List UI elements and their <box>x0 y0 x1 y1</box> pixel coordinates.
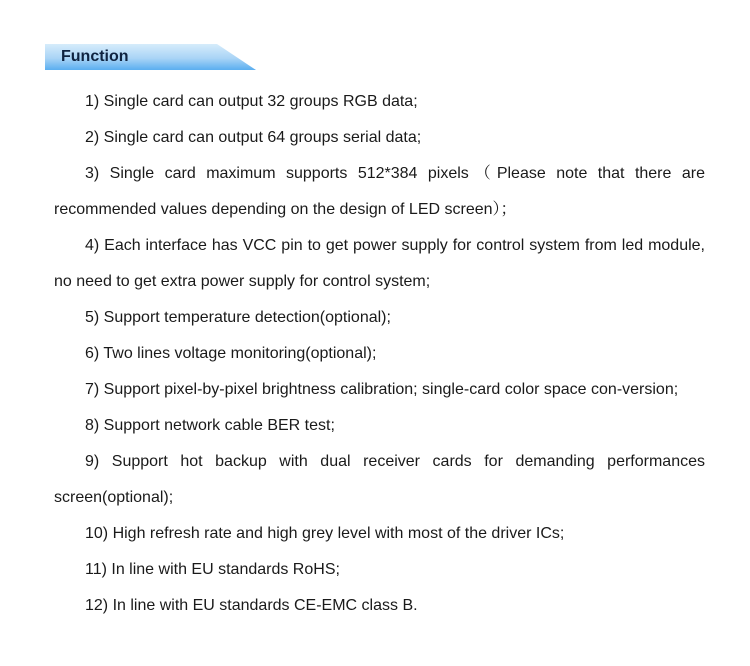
list-item: 11) In line with EU standards RoHS; <box>85 561 340 578</box>
list-item: 5) Support temperature detection(optional); <box>85 309 391 326</box>
list-item: 7) Support pixel-by-pixel brightness calibration; single-card color space con-version; <box>85 381 679 398</box>
function-list <box>54 84 705 624</box>
list-item: 8) Support network cable BER test; <box>85 417 335 434</box>
list-item: 4) Each interface has VCC pin to get power supply for control system from led module, no need to get extra power supply for control system; <box>54 237 705 290</box>
list-item: 10) High refresh rate and high grey level with most of the driver ICs; <box>85 525 565 542</box>
list-item: 6) Two lines voltage monitoring(optional); <box>85 345 377 362</box>
list-item: 12) In line with EU standards CE-EMC class B. <box>85 597 418 614</box>
list-item: 9) Support hot backup with dual receiver cards for demanding performances screen(optional); <box>54 453 705 506</box>
list-item: 1) Single card can output 32 groups RGB data; <box>85 93 418 110</box>
list-item: 3) Single card maximum supports 512*384 pixels（Please note that there are recommended values depending on the design of LED screen）； <box>54 165 705 218</box>
section-title: Function <box>61 48 129 65</box>
list-item: 2) Single card can output 64 groups serial data; <box>85 129 422 146</box>
section-header <box>45 44 257 71</box>
